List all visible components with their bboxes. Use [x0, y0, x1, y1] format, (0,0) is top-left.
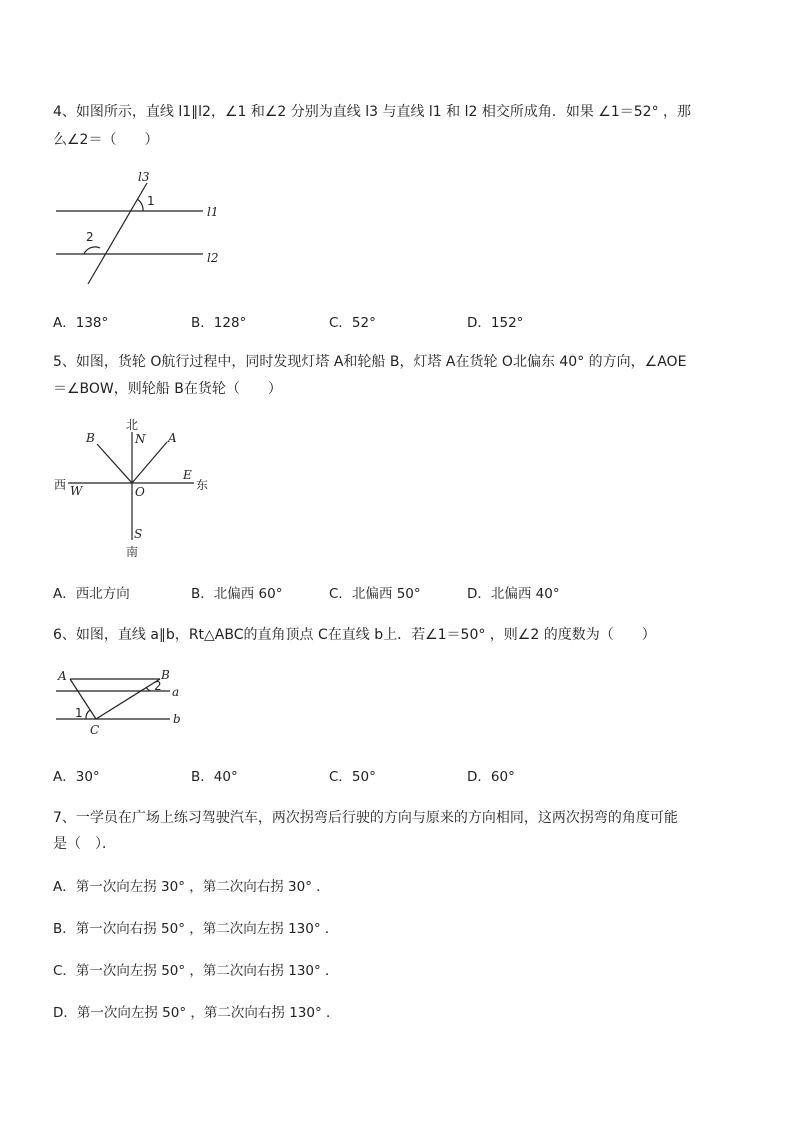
label-n: N — [135, 432, 146, 446]
label-b-point: B — [161, 668, 170, 682]
q5-option-b[interactable]: B．北偏西 60° — [191, 586, 283, 602]
q6-stem-line-1: 6、如图，直线 a∥b，Rt△ABC的直角顶点 C在直线 b上．若∠1＝50° ，则∠2 的度数为（ ） — [53, 627, 656, 643]
label-a-point: A — [58, 669, 67, 683]
q7-option-c[interactable]: C．第一次向左拐 50° ，第二次向右拐 130° ． — [53, 963, 339, 979]
q7-option-d[interactable]: D．第一次向左拐 50° ，第二次向右拐 130° ． — [53, 1005, 340, 1021]
q5-stem-line-1: 5、如图，货轮 O航行过程中，同时发现灯塔 A和轮船 B，灯塔 A在货轮 O北偏东 40° 的方向，∠AOE — [53, 354, 687, 370]
q4-option-d[interactable]: D．152° — [467, 315, 524, 331]
label-north: 北 — [126, 418, 139, 432]
label-angle-2: 2 — [154, 679, 162, 693]
q4-option-a[interactable]: A．138° — [53, 315, 109, 331]
segment-ac — [70, 679, 96, 719]
label-e: E — [183, 468, 192, 482]
label-east: 东 — [196, 478, 209, 492]
label-c-point: C — [90, 723, 100, 737]
label-l3: l3 — [138, 170, 150, 184]
q6-option-d[interactable]: D．60° — [467, 769, 515, 785]
q6-option-b[interactable]: B．40° — [191, 769, 238, 785]
q6-option-a[interactable]: A．30° — [53, 769, 100, 785]
segment-bc — [96, 679, 160, 719]
q5-stem-line-2: ＝∠BOW，则轮船 B在货轮（ ） — [53, 381, 282, 397]
label-angle-2: 2 — [86, 230, 94, 244]
q7-option-a[interactable]: A．第一次向左拐 30° ，第二次向右拐 30° ． — [53, 879, 330, 895]
q4-stem-line-2: 么∠2＝（ ） — [53, 132, 159, 148]
label-l2: l2 — [207, 251, 219, 265]
label-west: 西 — [54, 478, 67, 492]
q7-stem-line-1: 7、一学员在广场上练习驾驶汽车，两次拐弯后行驶的方向与原来的方向相同，这两次拐弯的角度可能 — [53, 810, 678, 826]
q5-option-d[interactable]: D．北偏西 40° — [467, 586, 560, 602]
q6-option-c[interactable]: C．50° — [329, 769, 376, 785]
label-w: W — [70, 484, 83, 498]
q5-option-c[interactable]: C．北偏西 50° — [329, 586, 421, 602]
q5-option-a[interactable]: A．西北方向 — [53, 586, 130, 602]
label-line-a: a — [172, 685, 180, 699]
label-b: B — [86, 431, 95, 445]
q4-option-c[interactable]: C．52° — [329, 315, 376, 331]
label-a: A — [168, 431, 177, 445]
q4-option-b[interactable]: B．128° — [191, 315, 247, 331]
label-south: 南 — [126, 545, 139, 559]
label-angle-1: 1 — [147, 194, 155, 208]
q7-option-b[interactable]: B．第一次向右拐 50° ，第二次向左拐 130° ． — [53, 921, 339, 937]
q7-stem-line-2: 是（ ）． — [53, 836, 116, 852]
label-o: O — [135, 485, 145, 499]
q4-stem-line-1: 4、如图所示，直线 l1∥l2，∠1 和∠2 分别为直线 l3 与直线 l1 和 l2 相交所成角．如果 ∠1＝52° ，那 — [53, 104, 692, 120]
angle-1-arc — [86, 710, 90, 719]
label-line-b: b — [173, 712, 181, 726]
label-angle-1: 1 — [75, 706, 83, 720]
label-s: S — [134, 527, 143, 541]
label-l1: l1 — [207, 205, 219, 219]
